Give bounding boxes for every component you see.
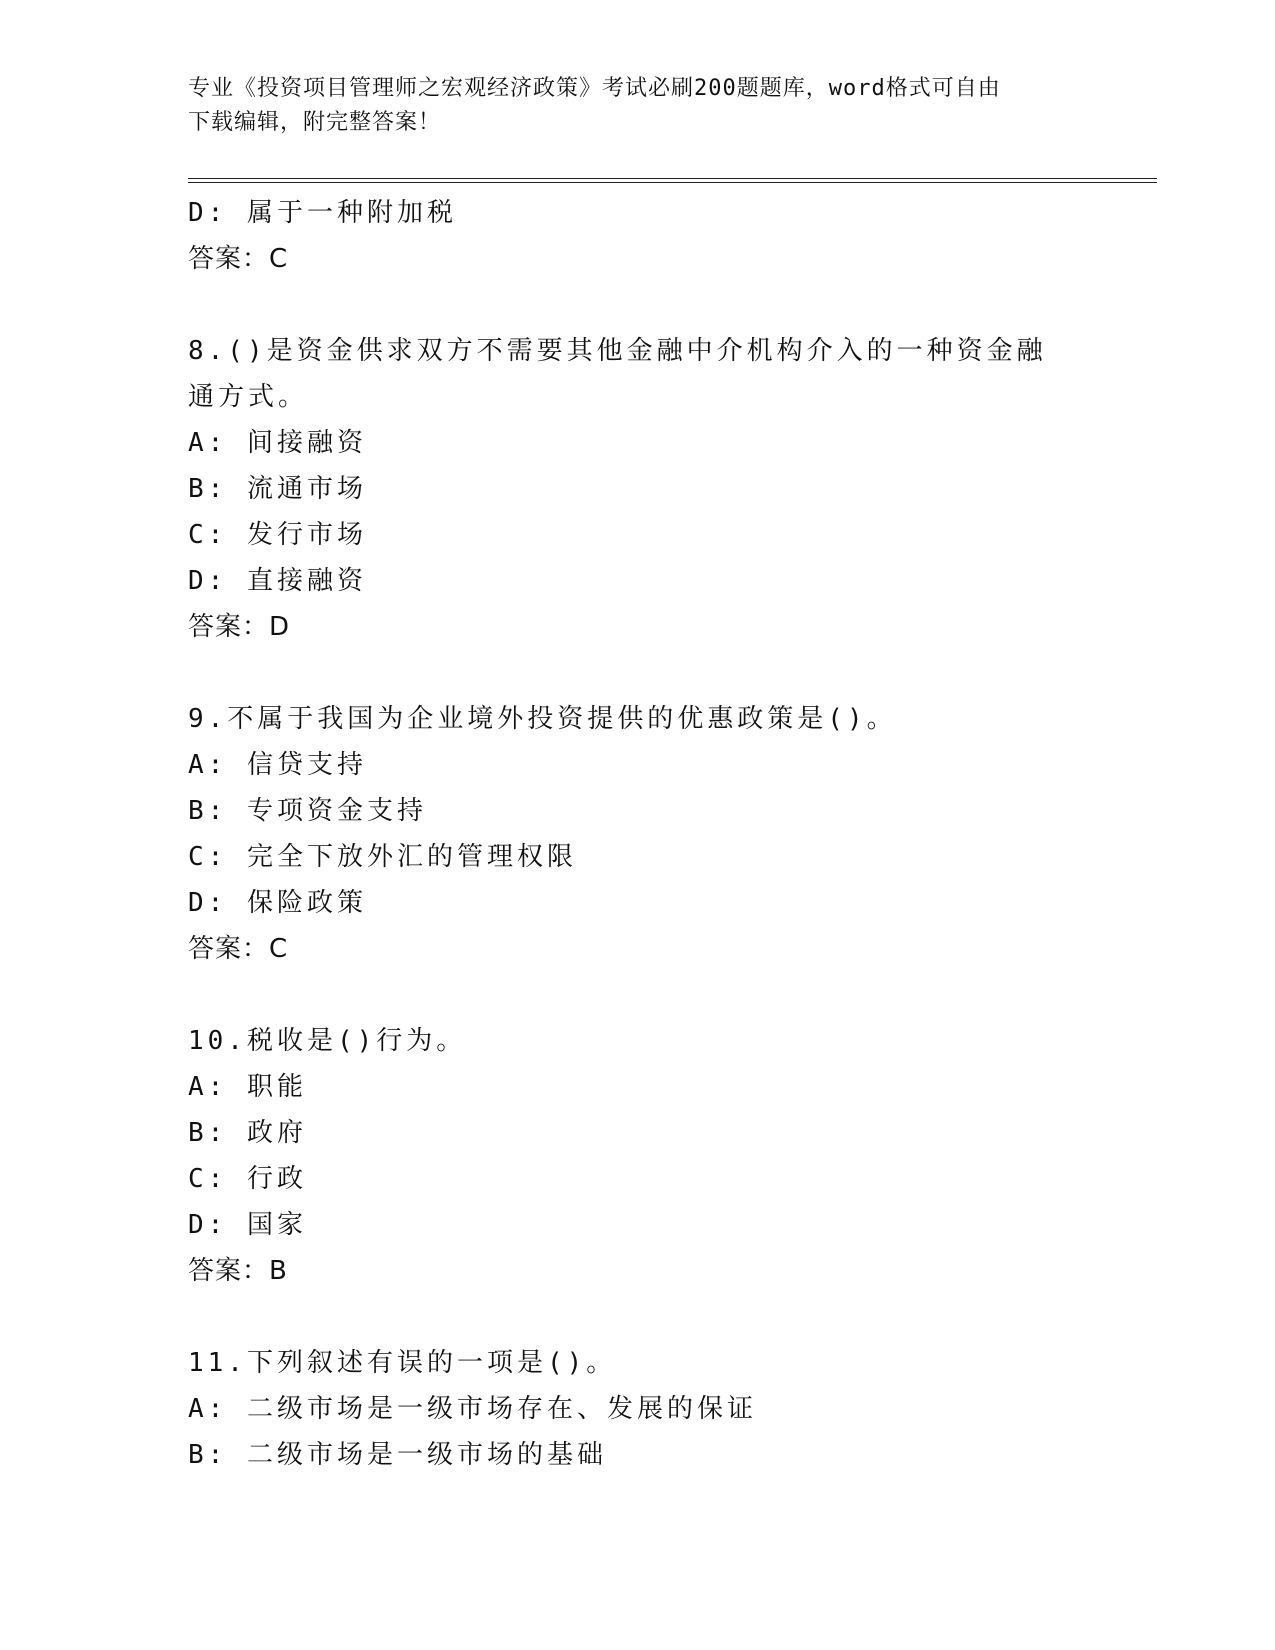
- option-c: C: 完全下放外汇的管理权限: [188, 842, 577, 872]
- answer: 答案：C: [188, 934, 289, 964]
- question-11: [188, 1340, 1088, 1478]
- option-a: A: 职能: [188, 1072, 307, 1102]
- header-divider: [188, 178, 1157, 183]
- question-8: [188, 328, 1088, 650]
- option-d: D: 属于一种附加税: [188, 198, 457, 228]
- header-line-2: 下载编辑，附完整答案！: [188, 110, 442, 135]
- header-line-1: 专业《投资项目管理师之宏观经济政策》考试必刷200题题库，word格式可自由: [188, 76, 1001, 101]
- option-b: B: 专项资金支持: [188, 796, 427, 826]
- question-list: [188, 190, 1088, 1478]
- option-a: A: 二级市场是一级市场存在、发展的保证: [188, 1394, 757, 1424]
- option-a: A: 间接融资: [188, 428, 367, 458]
- option-d: D: 保险政策: [188, 888, 367, 918]
- question-text: 8.()是资金供求双方不需要其他金融中介机构介入的一种资金融通方式。: [188, 336, 1047, 412]
- question-10: [188, 1018, 1088, 1294]
- option-b: B: 流通市场: [188, 474, 367, 504]
- option-b: B: 二级市场是一级市场的基础: [188, 1440, 607, 1470]
- question-text: 10.税收是()行为。: [188, 1026, 467, 1056]
- question-text: 9.不属于我国为企业境外投资提供的优惠政策是()。: [188, 704, 897, 734]
- option-b: B: 政府: [188, 1118, 307, 1148]
- option-d: D: 国家: [188, 1210, 307, 1240]
- option-d: D: 直接融资: [188, 566, 367, 596]
- answer: 答案：C: [188, 244, 289, 274]
- question-text: 11.下列叙述有误的一项是()。: [188, 1348, 617, 1378]
- option-c: C: 发行市场: [188, 520, 367, 550]
- question-9: [188, 696, 1088, 972]
- answer: 答案：B: [188, 1256, 288, 1286]
- option-a: A: 信贷支持: [188, 750, 367, 780]
- option-c: C: 行政: [188, 1164, 307, 1194]
- question-7-tail: [188, 190, 1088, 282]
- document-header: [188, 72, 1088, 140]
- answer: 答案：D: [188, 612, 291, 642]
